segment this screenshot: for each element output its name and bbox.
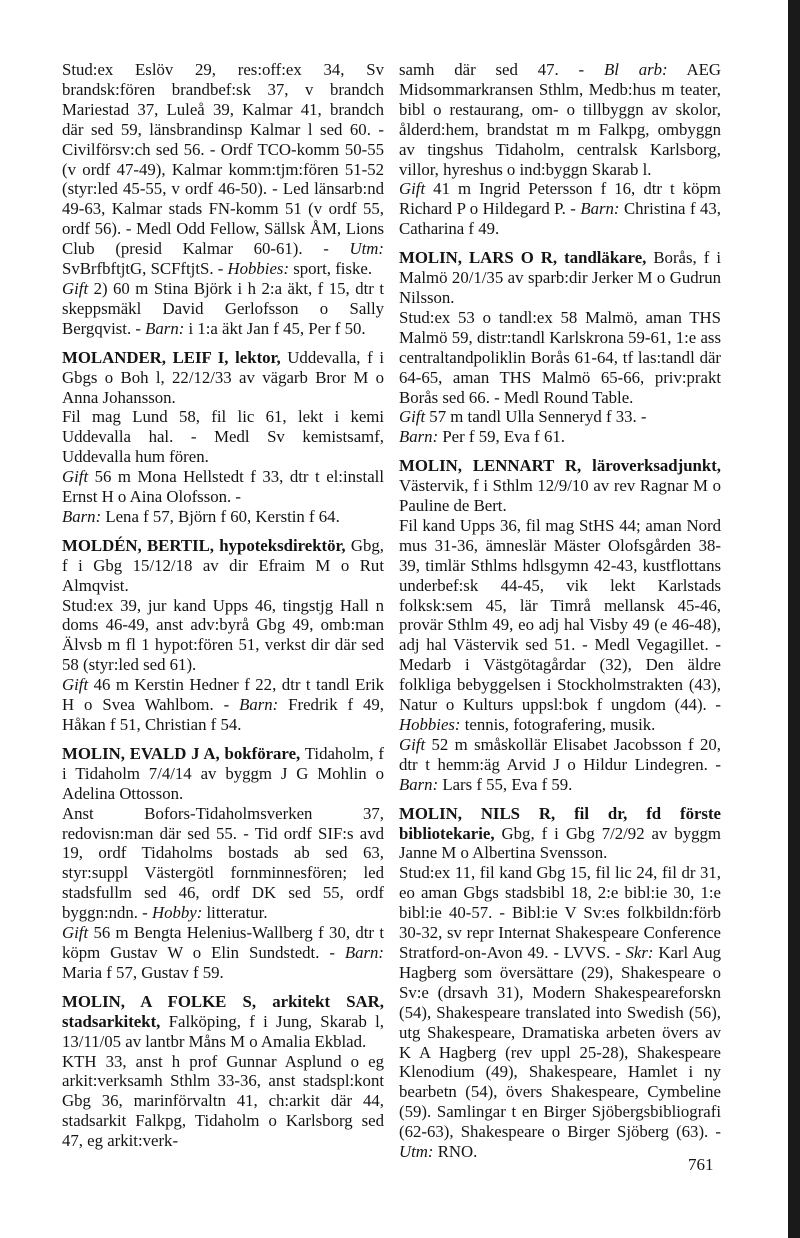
entry-family: Gift 41 m Ingrid Petersson f 16, dtr t köpm Richard P o Hildegard P. - Barn: Christina f 43, Catharina f 49. [399, 179, 721, 239]
page-number: 761 [688, 1155, 714, 1174]
gift-label: Gift [399, 179, 426, 199]
entry-intro: MOLIN, EVALD J A, bokförare, Tidaholm, f i Tidaholm 7/4/14 av byggm J G Mohlin o Adelina Ottosson. [62, 743, 385, 803]
hobby-label: Hobby: [151, 903, 203, 923]
gift-label: Gift [62, 675, 89, 695]
entry-heading: MOLDÉN, BERTIL, hypoteksdirektör, [62, 535, 346, 555]
entry-heading: MOLIN, LARS O R, tandläkare, [399, 248, 647, 268]
entry-family: Gift 57 m tandl Ulla Senneryd f 33. - Barn: Per f 59, Eva f 61. [399, 407, 647, 447]
entry-body: Stud:ex Eslöv 29, res:off:ex 34, Sv brandsk:fören brandbef:sk 37, v brandch Mariestad 37, Luleå 39, Kalmar 41, brandch där sed 59, länsbrandinsp Kalmar l sed 60. - Civilförsv:ch sed 56. - Ordf TCO-komm 50-55 (v ordf 47-49), Kalmar komm:tjm:fören 51-52 (styr:led 45-55, v ordf 46-50). - Led länsarb:nd 49-63, Kalmar stads FN-komm 51 (v ordf 55, ordf 56). - Medl Odd Fellow, Sällsk ÅM, Lions Club (presid Kalmar 60-61). - Utm: SvBrfbftjtG, SCFftjtS. - Hobbies: sport, fiske. [62, 60, 384, 279]
hobbies-label: Hobbies: [227, 259, 290, 279]
entry-molin-evald [62, 744, 384, 983]
entry-family: Gift 46 m Kerstin Hedner f 22, dtr t tandl Erik H o Svea Wahlbom. - Barn: Fredrik f 49, Håkan f 51, Christian f 54. [62, 675, 384, 734]
skr-label: Skr: [625, 942, 654, 962]
entry-molin-lars [399, 248, 721, 447]
entry-body: Fil kand Upps 36, fil mag StHS 44; aman Nord mus 31-36, ämneslär Mäster Olofsgården 38-39, timlär Sthlms hdlsgymn 42-43, kustflottans underbef:sk 44-45, vik lekt Karlstads folksk:sem 45, lär Timrå mellansk 45-46, provär Sthlm 49, eo adj hal Visby 49 (e 46-48), adj hal Västervik sed 51. - Medl Vegagillet. - Medarb i Västgötagårdar (32), Den äldre folkliga bebyggelsen i Stockholmstrakten (43), Natur o Kulturs uppsl:bok f ungdom (44). - Hobbies: tennis, fotografering, musik. [399, 515, 721, 734]
entry-intro: MOLDÉN, BERTIL, hypoteksdirektör, Gbg, f i Gbg 15/12/18 av dir Efraim M o Rut Almqvist. [62, 535, 384, 595]
page-edge-shadow [788, 0, 800, 1238]
entry-body: Stud:ex 39, jur kand Upps 46, tingstjg Hall n doms 46-49, anst adv:byrå Gbg 49, omb:man Älvsb m fl 1 hypot:fören 51, verkst dir där sed 58 (styr:led sed 61). [62, 595, 384, 675]
barn-label: Barn: [239, 695, 279, 715]
entry-heading: MOLANDER, LEIF I, lektor, [62, 347, 281, 367]
gift-label: Gift [399, 734, 426, 754]
barn-label: Barn: [344, 942, 384, 962]
entry-heading: MOLIN, NILS R, fil dr, fd förste bibliotekarie, [399, 803, 721, 843]
gift-label: Gift [62, 467, 89, 487]
entry-intro: MOLIN, LARS O R, tandläkare, Borås, f i Malmö 20/1/35 av sparb:dir Jerker M o Gudrun Nilsson. [399, 248, 721, 307]
barn-label: Barn: [399, 774, 439, 794]
entry-molin-nils [399, 804, 721, 1162]
entry-molander [62, 348, 384, 527]
left-column [62, 60, 384, 1160]
entry-molin-lennart [399, 456, 721, 794]
barn-label: Barn: [399, 427, 439, 447]
utm-label: Utm: [349, 239, 384, 259]
entry-body: Anst Bofors-Tidaholmsverken 37, redovisn:man där sed 55. - Tid ordf SIF:s avd 19, ordf Tidaholms bostads ab sed 63, styr:suppl Västergötl fornminnesfören; led stadsfullm sed 46, ordf DK sed 55, ordf byggn:ndn. - Hobby: litteratur. [62, 803, 384, 923]
entry-body: samh där sed 47. - Bl arb: AEG Midsommarkransen Sthlm, Medb:hus m teater, bibl o restaurang, om- o tillbyggn av skolor, ålderd:hem, brandstat m m Falkpg, ombyggn av tingshus Tidaholm, centralsk Karlsborg, villor, hyreshus o ind:byggn Skarab l. [399, 60, 722, 179]
entry-body: KTH 33, anst h prof Gunnar Asplund o eg arkit:verksamh Sthlm 33-36, anst stadspl:kont Gbg 36, marinförvaltn 41, ch:arkit där 44, stadsarkit Falkpg, Tidaholm o Karlsborg sed 47, eg arkit:verk- [62, 1051, 384, 1151]
right-column [399, 60, 721, 1171]
entry-molin-folke [62, 992, 384, 1151]
gift-label: Gift [62, 923, 89, 943]
entry-family: Gift 2) 60 m Stina Björk i h 2:a äkt, f 15, dtr t skeppsmäkl David Gerlofsson o Sally Bergqvist. - Barn: i 1:a äkt Jan f 45, Per f 50. [62, 278, 384, 338]
entry-heading: MOLIN, A FOLKE S, arkitekt SAR, stadsarkitekt, [62, 991, 384, 1031]
entry-intro: MOLIN, NILS R, fil dr, fd förste bibliotekarie, Gbg, f i Gbg 7/2/92 av byggm Janne M o Albertina Svensson. [399, 803, 721, 863]
entry-family: Gift 52 m småskollär Elisabet Jacobsson f 20, dtr t hemm:äg Arvid J o Hildur Lindegren. - Barn: Lars f 55, Eva f 59. [399, 734, 721, 794]
entry-intro: MOLANDER, LEIF I, lektor, Uddevalla, f i Gbgs o Boh l, 22/12/33 av vägarb Bror M o Anna Johansson. [62, 347, 384, 407]
entry-body: Stud:ex 53 o tandl:ex 58 Malmö, aman THS Malmö 59, distr:tandl Karlskrona 59-61, 1:e ass centraltandpoliklin Borås 61-64, tf las:tandl där 64-65, aman THS Malmö 65-66, priv:prakt Borås sed 66. - Medl Round Table. [399, 307, 721, 407]
barn-label: Barn: [145, 318, 185, 338]
gift-label: Gift [62, 278, 89, 298]
entry-molin-folke-continued [399, 60, 721, 239]
entry-family: Gift 56 m Mona Hellstedt f 33, dtr t el:install Ernst H o Aina Olofsson. - Barn: Lena f 57, Björn f 60, Kerstin f 64. [62, 467, 384, 526]
entry-heading: MOLIN, EVALD J A, bokförare, [62, 743, 301, 763]
hobbies-label: Hobbies: [399, 715, 461, 734]
entry-heading: MOLIN, LENNART R, läroverksadjunkt, [399, 456, 721, 476]
entry-intro: MOLIN, LENNART R, läroverksadjunkt, Västervik, f i Sthlm 12/9/10 av rev Ragnar M o Pauline de Bert. [399, 456, 721, 516]
entry-body: Stud:ex 11, fil kand Gbg 15, fil lic 24, fil dr 31, eo aman Gbgs stadsbibl 18, 2:e bibl:ie 30, 1:e bibl:ie 40-57. - Bibl:ie V Sv:es folkbildn:förb 30-32, sv repr Internat Shakespeare Conference Stratford-on-Avon 49. - LVVS. - Skr: Karl Aug Hagberg som översättare (29), Shakespeare o Sv:e (drsavh 31), Modern Shakespeareforskn (54), Shakespeare translated into Swedish (56), utg Shakespeare, Dramatiska arbeten övers av K A Hagberg (rev uppl 25-28), Shakespeare Klenodium (49), Shakespeare, Hamlet i ny bearbetn (54), övers Shakespeare, Cymbeline (59). Samlingar t en Birger Sjöbergsbibliografi (62-63), Shakespeare o Birger Sjöberg (63). - Utm: RNO. [399, 863, 721, 1162]
bl-arb-label: Bl arb: [603, 60, 668, 79]
gift-label: Gift [399, 407, 426, 427]
entry-continued [62, 60, 384, 339]
entry-body: Fil mag Lund 58, fil lic 61, lekt i kemi Uddevalla hal. - Medl Sv kemistsamf, Uddevalla hum fören. [62, 407, 384, 467]
utm-label: Utm: [399, 1142, 434, 1162]
entry-molden [62, 536, 384, 735]
entry-family: Gift 56 m Bengta Helenius-Wallberg f 30, dtr t köpm Gustav W o Elin Sundstedt. - Barn: Maria f 57, Gustav f 59. [62, 923, 384, 982]
barn-label: Barn: [580, 199, 620, 219]
barn-label: Barn: [62, 506, 102, 526]
entry-intro: MOLIN, A FOLKE S, arkitekt SAR, stadsarkitekt, Falköping, f i Jung, Skarab l, 13/11/05 av lantbr Måns M o Amalia Ekblad. [62, 991, 384, 1051]
